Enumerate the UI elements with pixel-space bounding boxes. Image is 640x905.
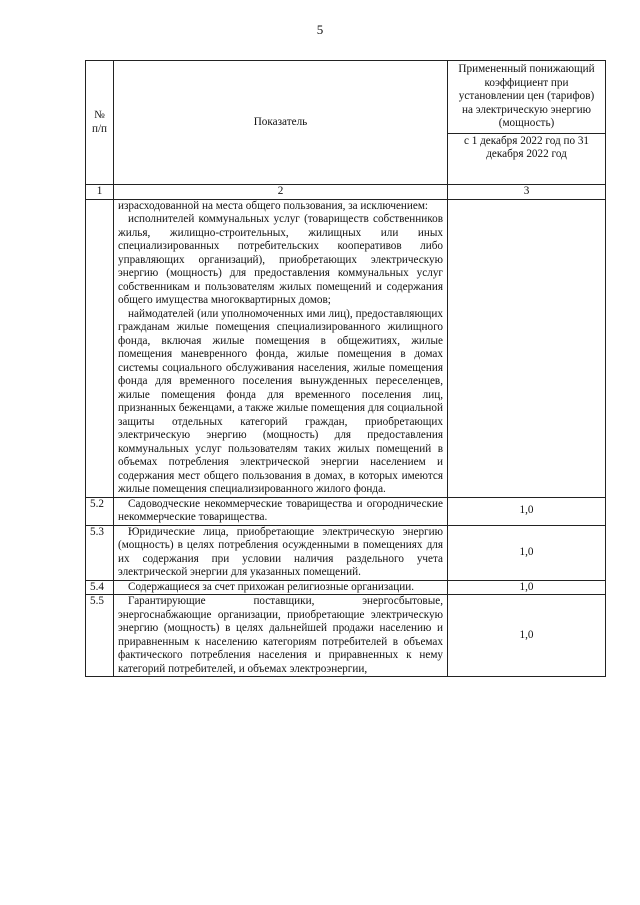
header-indicator: Показатель — [114, 61, 448, 185]
header-num: № п/п — [86, 61, 114, 185]
row-num: 5.5 — [86, 595, 114, 677]
row-indicator — [114, 595, 448, 677]
row-paragraph: Содержащиеся за счет прихожан религиозные организации. — [128, 580, 415, 593]
row-value: 1,0 — [448, 580, 606, 595]
row-num: 5.4 — [86, 580, 114, 595]
table-row — [86, 497, 606, 525]
header-coefficient-title: Примененный понижающий коэффициент при установлении цен (тарифов) на электрическую энергию (мощность) — [458, 63, 595, 129]
row-paragraph: наймодателей (или уполномоченных ими лиц), предоставляющих гражданам жилые помещения специализированного жилищного фонда, включая жилые помещения в общежитиях, жилые помещения маневренного фонда, жилые помещения в домах системы социального обслуживания населения, жилые помещения фонда для временного поселения вынужденных переселенцев, жилые помещения фонда для временного поселения лиц, признанных беженцами, а также жилые помещения для социальной защиты отдельных категорий граждан, приобретающих электрическую энергию (мощность) для предоставления коммунальных услуг пользователям таких жилых помещений в объемах потребления электрической энергии населением и содержания мест общего пользования в домах, в которых имеются жилые помещения специализированного жилого фонда. — [118, 307, 443, 495]
table-row — [86, 580, 606, 595]
row-indicator — [114, 525, 448, 580]
row-value: 1,0 — [448, 595, 606, 677]
table-row — [86, 595, 606, 677]
page-number: 5 — [316, 22, 324, 37]
row-indicator — [114, 580, 448, 595]
row-value: 1,0 — [448, 497, 606, 525]
table-row — [86, 199, 606, 497]
column-index: 2 — [114, 185, 448, 200]
row-indicator — [114, 199, 448, 497]
table-row — [86, 525, 606, 580]
row-paragraph: Юридические лица, приобретающие электрическую энергию (мощность) в целях потребления осужденными в помещениях для их содержания при условии наличия раздельного учета электрической энергии для указанных помещений. — [118, 525, 443, 578]
row-paragraph: Садоводческие некоммерческие товарищества и огороднические некоммерческие товарищества. — [118, 497, 443, 523]
row-num: 5.3 — [86, 525, 114, 580]
column-index: 3 — [448, 185, 606, 200]
row-value — [448, 199, 606, 497]
row-num — [86, 199, 114, 497]
row-num: 5.2 — [86, 497, 114, 525]
header-coefficient-period: с 1 декабря 2022 год по 31 декабря 2022 год — [448, 133, 605, 162]
column-index: 1 — [86, 185, 114, 200]
header-coefficient — [448, 61, 606, 185]
row-paragraph: исполнителей коммунальных услуг (товариществ собственников жилья, жилищно-строительных, жилищных или иных специализированных потребительских кооперативов либо управляющих организаций), приобретающих электрическую энергию (мощность) для предоставления коммунальных услуг собственникам и пользователям жилых помещений и содержания общего имущества многоквартирных домов; — [118, 213, 443, 306]
row-paragraph: Гарантирующие поставщики, энергосбытовые, энергоснабжающие организации, приобретающие электрическую энергию (мощность) в целях дальнейшей продажи населению и приравненным к населению категориям потребителей в объемах фактического потребления населения и приравненных к нему категорий потребителей, и объемах электроэнергии, — [118, 595, 443, 675]
table-header-row — [86, 61, 606, 185]
tariff-coefficient-table — [85, 60, 606, 677]
column-index-row — [86, 185, 606, 200]
row-paragraph: израсходованной на места общего пользования, за исключением: — [118, 199, 429, 212]
row-value: 1,0 — [448, 525, 606, 580]
row-indicator — [114, 497, 448, 525]
